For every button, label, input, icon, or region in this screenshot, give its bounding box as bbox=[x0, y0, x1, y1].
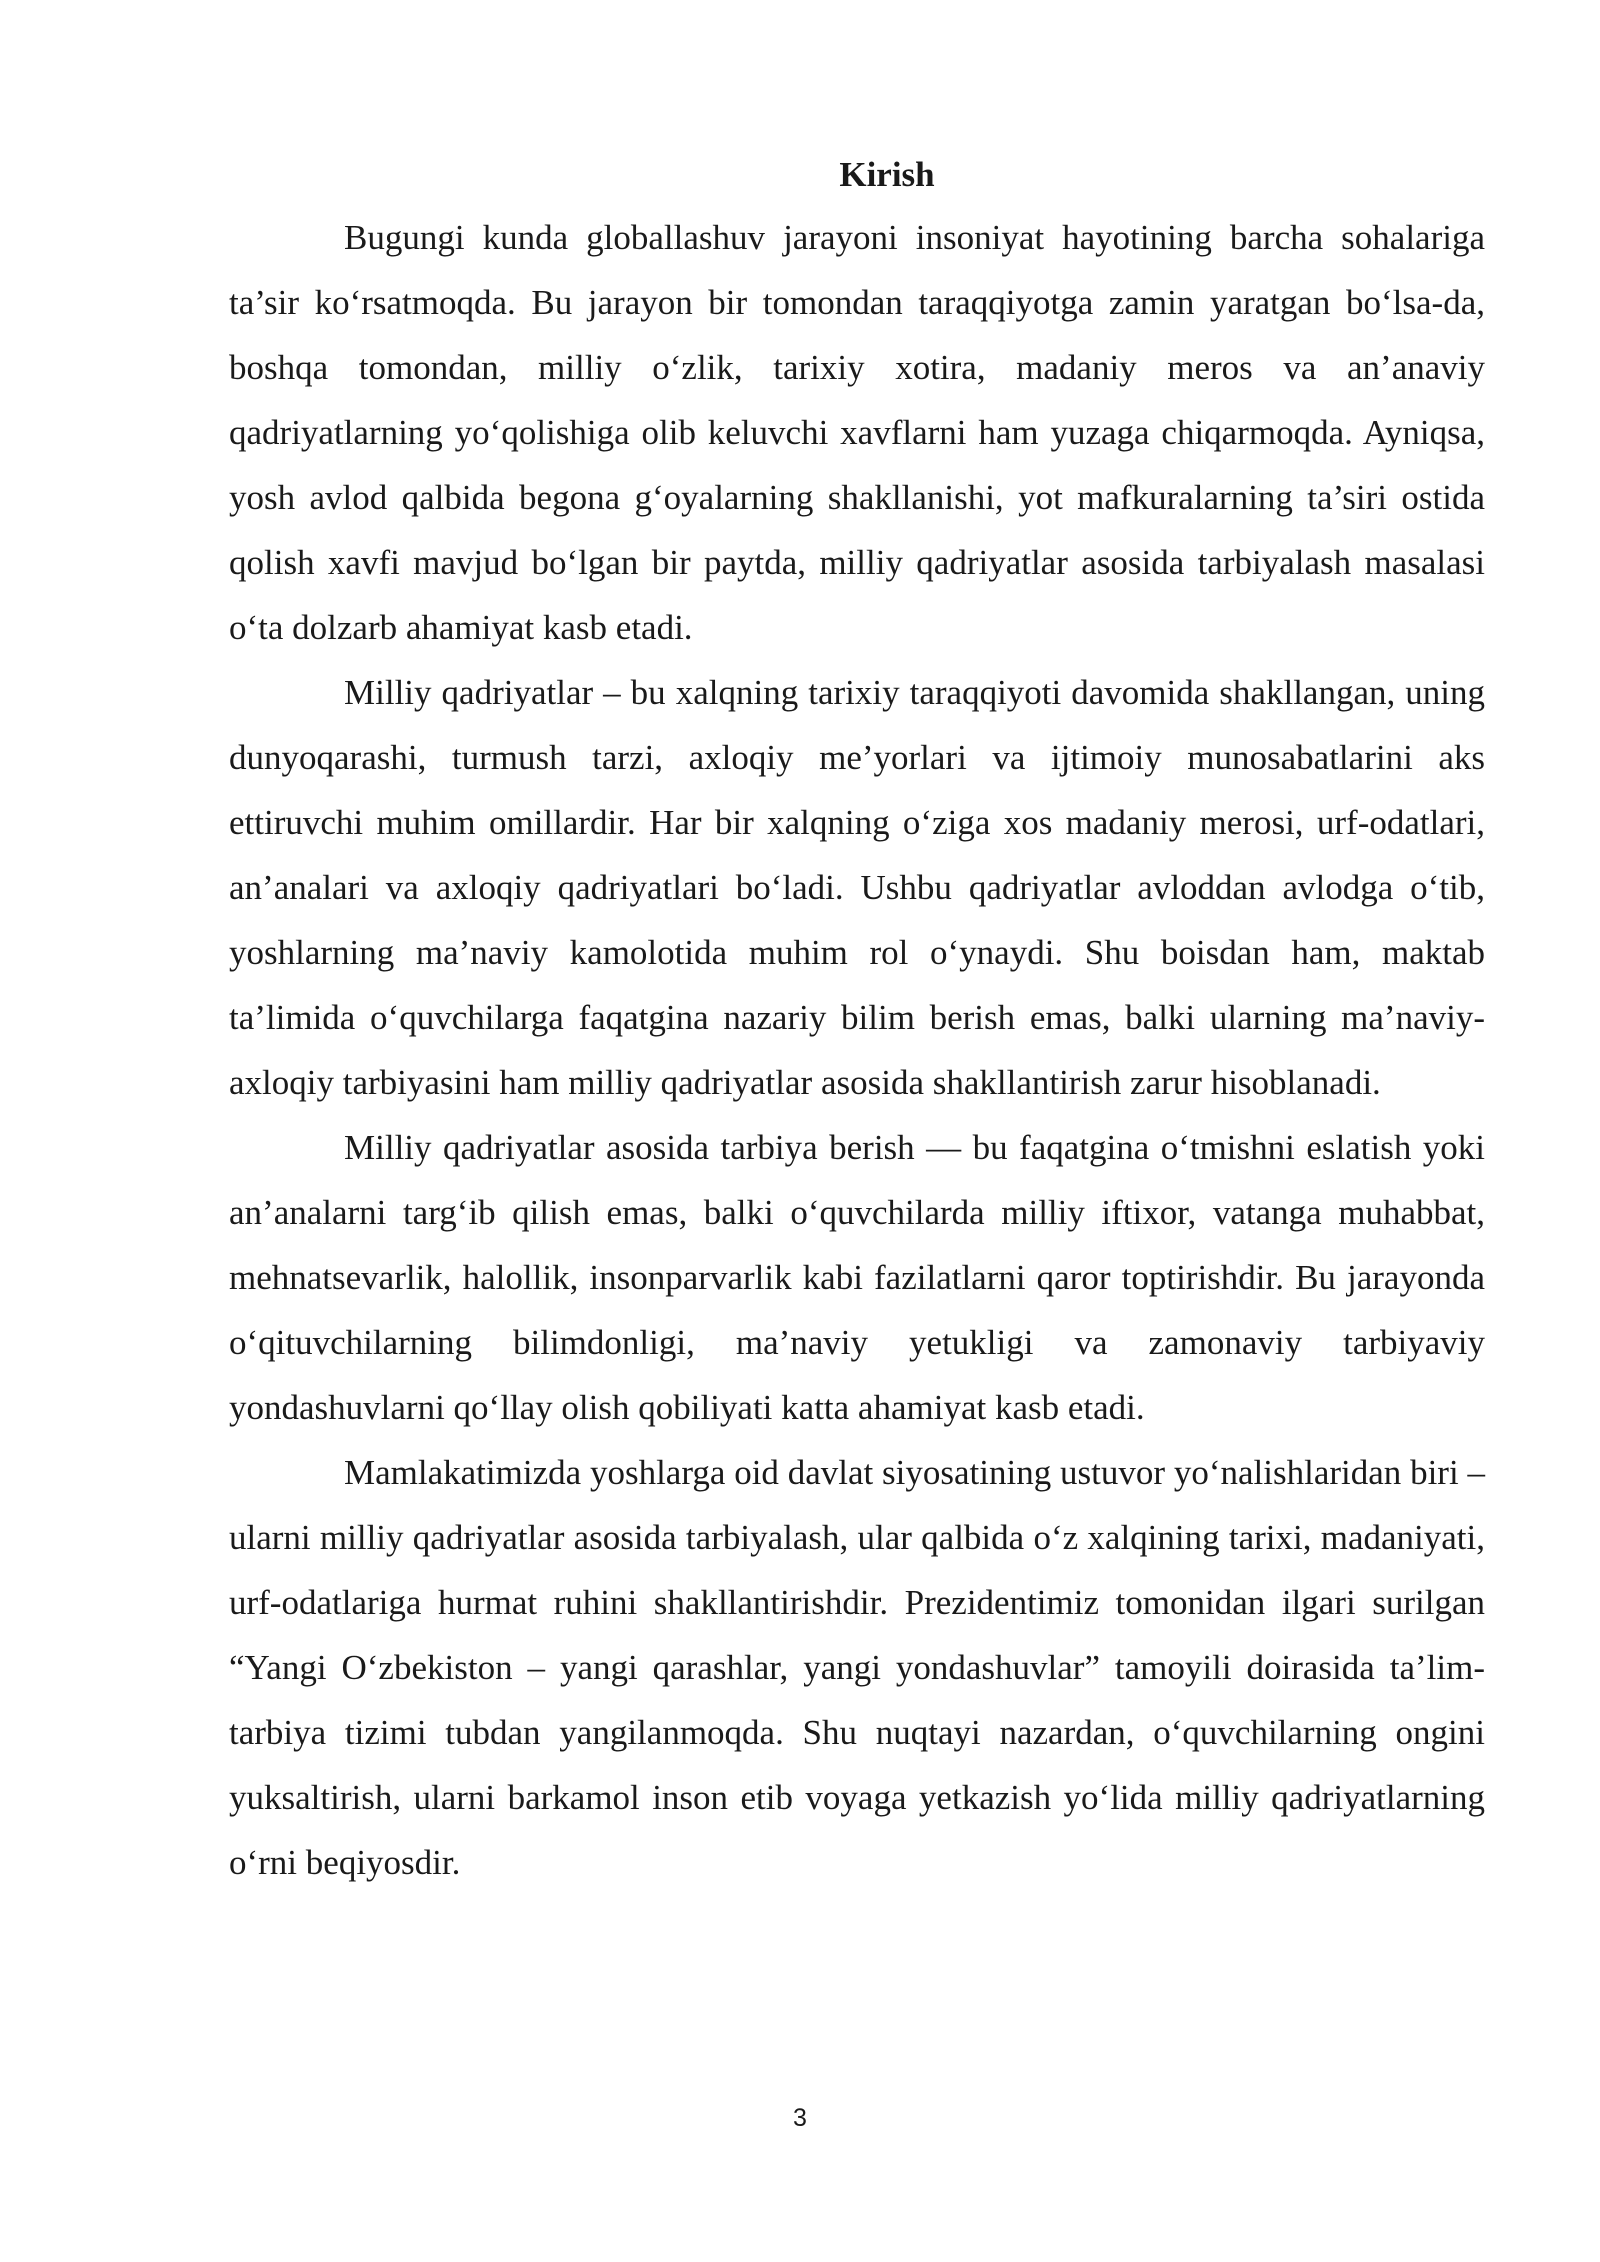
page-title: Kirish bbox=[839, 155, 935, 194]
page-content bbox=[229, 145, 1485, 1895]
paragraph-4: Mamlakatimizda yoshlarga oid davlat siyosatining ustuvor yo‘nalishlaridan biri – ularni milliy qadriyatlar asosida tarbiyalash, ular qalbida o‘z xalqining tarixi, madaniyati, urf-odatlariga hurmat ruhini shakllantirishdir. Prezidentimiz tomonidan ilgari surilgan “Yangi O‘zbekiston – yangi qarashlar, yangi yondashuvlar” tamoyili doirasida ta’lim-tarbiya tizimi tubdan yangilanmoqda. Shu nuqtayi nazardan, o‘quvchilarning ongini yuksaltirish, ularni barkamol inson etib voyaga yetkazish yo‘lida milliy qadriyatlarning o‘rni beqiyosdir. bbox=[229, 1453, 1485, 1882]
page-number: 3 bbox=[793, 2104, 807, 2132]
paragraph-1: Bugungi kunda globallashuv jarayoni insoniyat hayotining barcha sohalariga ta’sir ko‘rsatmoqda. Bu jarayon bir tomondan taraqqiyotga zamin yaratgan bo‘lsa-da, boshqa tomondan, milliy o‘zlik, tarixiy xotira, madaniy meros va an’anaviy qadriyatlarning yo‘qolishiga olib keluvchi xavflarni ham yuzaga chiqarmoqda. Ayniqsa, yosh avlod qalbida begona g‘oyalarning shakllanishi, yot mafkuralarning ta’siri ostida qolish xavfi mavjud bo‘lgan bir paytda, milliy qadriyatlar asosida tarbiyalash masalasi o‘ta dolzarb ahamiyat kasb etadi. bbox=[229, 218, 1485, 647]
paragraph-2: Milliy qadriyatlar – bu xalqning tarixiy taraqqiyoti davomida shakllangan, uning dunyoqarashi, turmush tarzi, axloqiy me’yorlari va ijtimoiy munosabatlarini aks ettiruvchi muhim omillardir. Har bir xalqning o‘ziga xos madaniy merosi, urf-odatlari, an’analari va axloqiy qadriyatlari bo‘ladi. Ushbu qadriyatlar avloddan avlodga o‘tib, yoshlarning ma’naviy kamolotida muhim rol o‘ynaydi. Shu boisdan ham, maktab ta’limida o‘quvchilarga faqatgina nazariy bilim berish emas, balki ularning ma’naviy-axloqiy tarbiyasini ham milliy qadriyatlar asosida shakllantirish zarur hisoblanadi. bbox=[229, 673, 1485, 1102]
paragraph-3: Milliy qadriyatlar asosida tarbiya berish — bu faqatgina o‘tmishni eslatish yoki an’analarni targ‘ib qilish emas, balki o‘quvchilarda milliy iftixor, vatanga muhabbat, mehnatsevarlik, halollik, insonparvarlik kabi fazilatlarni qaror toptirishdir. Bu jarayonda o‘qituvchilarning bilimdonligi, ma’naviy yetukligi va zamonaviy tarbiyaviy yondashuvlarni qo‘llay olish qobiliyati katta ahamiyat kasb etadi. bbox=[229, 1128, 1485, 1427]
